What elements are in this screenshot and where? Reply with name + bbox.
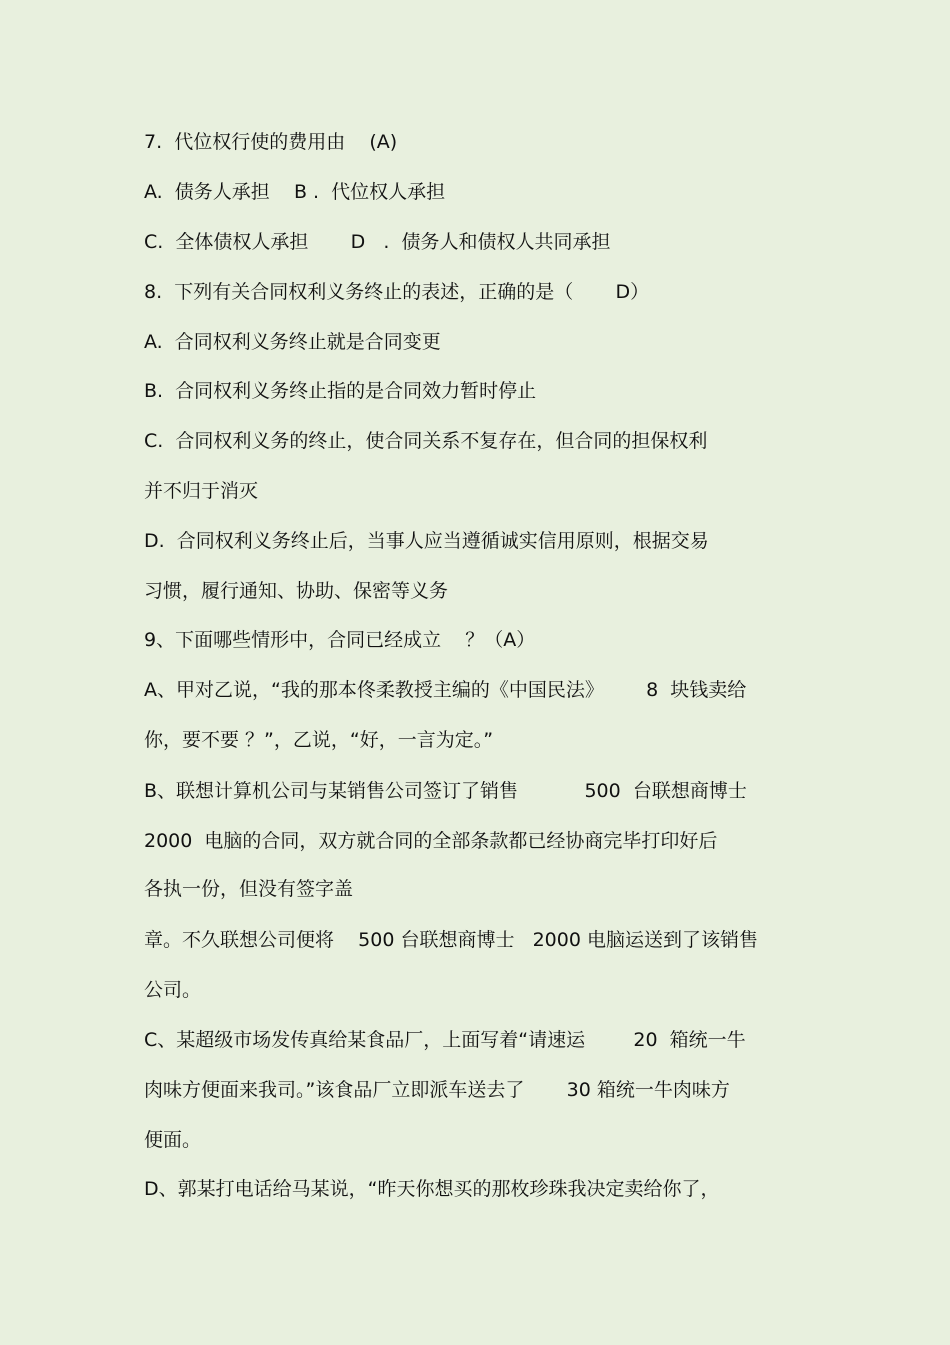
question-8-option-a: A. 合同权利义务终止就是合同变更 (144, 331, 441, 353)
question-8-option-c-cont: 并不归于消灭 (144, 480, 259, 502)
question-8-option-d: D. 合同权利义务终止后，当事人应当遵循诚实信用原则，根据交易 (144, 530, 709, 552)
question-8-option-d-cont: 习惯，履行通知、协助、保密等义务 (144, 580, 449, 602)
question-9-option-b: B、联想计算机公司与某销售公司签订了销售 500 台联想商博士 (144, 780, 747, 802)
question-9-option-c-cont-2: 便面。 (144, 1129, 202, 1151)
question-9-option-a-cont: 你，要不要 ？”，乙说，“好，一言为定。” (144, 729, 494, 751)
question-7-options-cd: C. 全体债权人承担 D . 债务人和债权人共同承担 (144, 231, 611, 253)
question-9-option-d: D、郭某打电话给马某说，“昨天你想买的那枚珍珠我决定卖给你了， (144, 1178, 720, 1200)
question-9-option-b-cont-4: 公司。 (144, 979, 202, 1001)
question-7-options-ab: A. 债务人承担 B . 代位权人承担 (144, 181, 446, 203)
question-8-option-b: B. 合同权利义务终止指的是合同效力暂时停止 (144, 380, 537, 402)
question-9: 9、下面哪些情形中，合同已经成立 ？（A） (144, 629, 536, 651)
question-9-option-c-cont-1: 肉味方便面来我司。”该食品厂立即派车送去了 30 箱统一牛肉味方 (144, 1079, 730, 1101)
question-9-option-c: C、某超级市场发传真给某食品厂，上面写着“请速运 20 箱统一牛 (144, 1029, 746, 1051)
question-9-option-b-cont-3: 章。不久联想公司便将 500 台联想商博士 2000 电脑运送到了该销售 (144, 929, 758, 951)
question-9-option-a: A、甲对乙说，“我的那本佟柔教授主编的《中国民法》 8 块钱卖给 (144, 679, 747, 701)
question-7: 7. 代位权行使的费用由 (A) (144, 131, 398, 153)
question-8: 8. 下列有关合同权利义务终止的表述，正确的是（ D） (144, 281, 650, 303)
question-9-option-b-cont-2: 各执一份，但没有签字盖 (144, 878, 354, 900)
question-8-option-c: C. 合同权利义务的终止，使合同关系不复存在，但合同的担保权利 (144, 430, 708, 452)
question-9-option-b-cont-1: 2000 电脑的合同，双方就合同的全部条款都已经协商完毕打印好后 (144, 830, 718, 852)
